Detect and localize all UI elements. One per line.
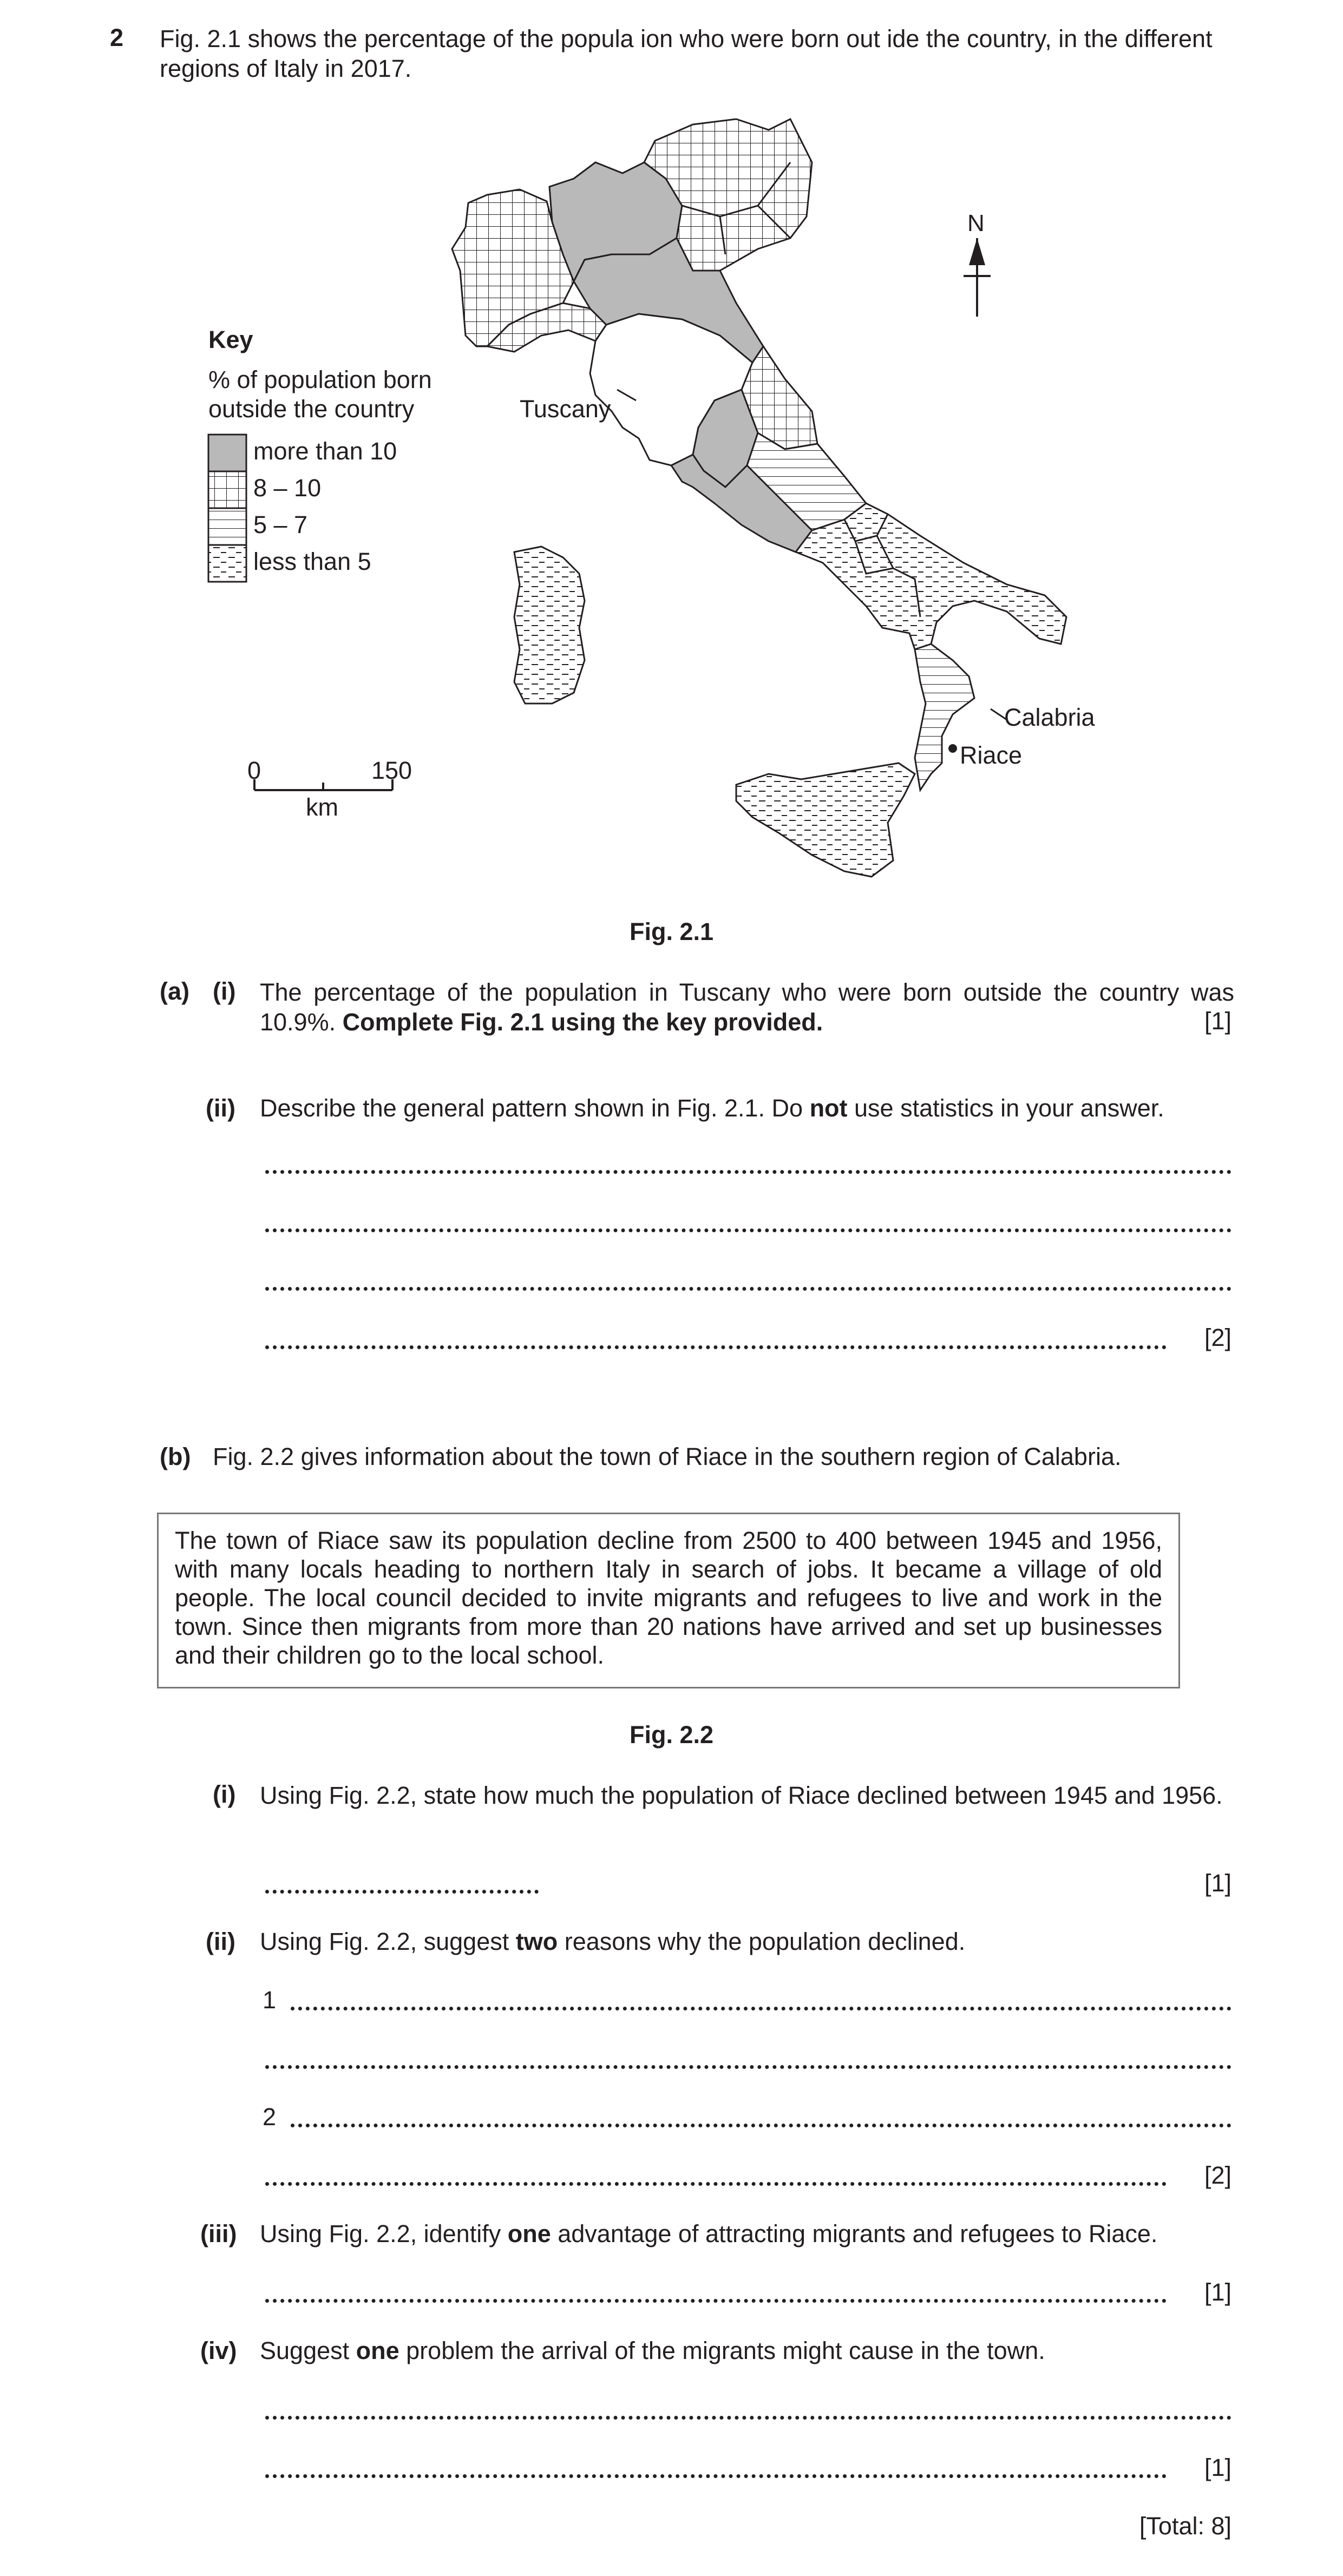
question-intro: Fig. 2.1 shows the percentage of the popula ion who were born out ide the country, in the different regions of Italy in 2017. [160,25,1213,82]
answer-line-b-ii-4[interactable] [265,2182,1167,2186]
key-title: Key [208,326,253,353]
part-b-ii-body-end: reasons why the population declined. [558,1928,966,1955]
part-a-ii-marks: [2] [1204,1324,1231,1351]
part-b-iii-emphasis: one [507,2220,551,2248]
answer-line-b-i[interactable] [265,1890,539,1894]
key-label-more-than-10: more than 10 [253,437,397,465]
part-a-i-text [260,977,1234,1037]
part-a-ii-body-end: use statistics in your answer. [847,1094,1164,1122]
answer-line-a-ii-3[interactable] [265,1287,1231,1291]
part-b-iv-label: (iv) [200,2337,237,2364]
key-swatch-grid [208,471,246,508]
part-a-i-label: (i) [213,977,236,1005]
part-a-i-body: The percentage of the population in Tuscany who were born outside the country was 10.9%. [260,978,1234,1036]
question-number: 2 [110,24,124,51]
part-b-ii-body: Using Fig. 2.2, suggest [260,1928,516,1955]
answer-line-a-ii-1[interactable] [265,1170,1231,1174]
part-b-ii-label: (ii) [206,1928,235,1955]
part-b-iii-label: (iii) [200,2220,237,2248]
part-a-i-marks: [1] [1204,1007,1231,1035]
key-label-less-than-5: less than 5 [253,548,371,575]
riace-info-box: The town of Riace saw its population decline from 2500 to 400 between 1945 and 1956, with many locals heading to northern Italy in search of jobs. It became a village of old people. The local council decided to invite migrants and refugees to live and work in the town. Since then migrants from more than 20 nations have arrived and set up businesses and their children go to the local school. [157,1513,1180,1688]
reason-1-number: 1 [263,1986,277,2014]
answer-line-b-ii-1[interactable] [291,2007,1231,2010]
answer-line-a-ii-4[interactable] [265,1345,1167,1349]
part-a-ii-body: Describe the general pattern shown in Fig. 2.1. Do [260,1094,810,1122]
part-b-iii-body: Using Fig. 2.2, identify [260,2220,508,2248]
key-subtitle-1: % of population born [208,366,432,393]
key-subtitle-2: outside the country [208,395,415,423]
part-b-i-marks: [1] [1204,1869,1231,1897]
part-b-i-label: (i) [213,1780,236,1808]
key-swatch-horizontal [208,508,246,545]
answer-line-b-iv-2[interactable] [265,2474,1167,2478]
part-b-ii-emphasis: two [515,1928,558,1955]
part-b-iii-body-end: advantage of attracting migrants and refugees to Riace. [551,2220,1158,2248]
answer-line-b-ii-2[interactable] [265,2065,1231,2069]
answer-line-a-ii-2[interactable] [265,1228,1231,1232]
part-a-ii-label: (ii) [206,1094,235,1122]
answer-line-b-iii[interactable] [265,2299,1167,2303]
north-label: N [967,210,985,236]
key-label-5-7: 5 – 7 [253,511,308,538]
north-arrow-icon [964,238,991,317]
total-marks: [Total: 8] [1139,2512,1231,2540]
part-b-iv-body: Suggest [260,2337,356,2364]
region-sardinia [514,547,585,704]
reason-2-number: 2 [263,2103,277,2131]
part-b-iv-marks: [1] [1204,2454,1231,2481]
answer-line-b-ii-3[interactable] [291,2124,1231,2127]
key-swatch-dashed [208,545,246,582]
part-a-ii-emphasis: not [809,1094,848,1122]
part-b-iv-text [260,2337,1045,2365]
scale-unit: km [306,793,338,821]
key-swatch-grey [208,435,246,471]
tuscany-label: Tuscany [520,395,611,423]
part-b-label: (b) [160,1443,191,1470]
part-a-i-instruction: Complete Fig. 2.1 using the key provided. [342,1008,823,1036]
riace-label: Riace [960,741,1023,769]
figure-2-2-caption: Fig. 2.2 [629,1721,714,1749]
scale-end: 150 [371,757,412,784]
part-b-iii-text [260,2220,1157,2248]
part-a-label: (a) [160,977,189,1005]
answer-line-b-iv-1[interactable] [265,2416,1231,2420]
part-a-ii-text [260,1094,1164,1122]
figure-2-1-caption: Fig. 2.1 [629,918,714,945]
scale-start: 0 [247,757,261,784]
part-b-ii-marks: [2] [1204,2161,1231,2189]
region-sicily [736,763,915,877]
part-b-intro: Fig. 2.2 gives information about the town of Riace in the southern region of Calabria. [213,1443,1122,1470]
part-b-iii-marks: [1] [1204,2278,1231,2306]
part-b-iv-body-end: problem the arrival of the migrants might cause in the town. [399,2337,1045,2364]
part-b-i-text: Using Fig. 2.2, state how much the population of Riace declined between 1945 and 1956. [260,1782,1223,1809]
key-label-8-10: 8 – 10 [253,474,322,502]
part-b-iv-emphasis: one [356,2337,399,2364]
calabria-label: Calabria [1004,704,1095,731]
part-b-ii-text [260,1928,965,1956]
italy-map-figure [0,0,1343,920]
region-south-dashed [796,503,1066,649]
